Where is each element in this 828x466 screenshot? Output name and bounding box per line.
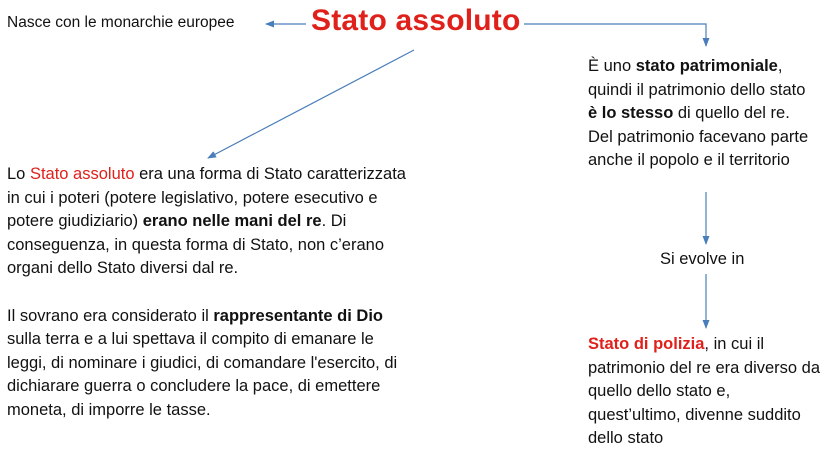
definition-block xyxy=(7,163,407,423)
polizia-text: , in cui il patrimonio del re era diverso da quello dello stato e, quest’ultimo, divenne suddito dello stato xyxy=(588,335,821,448)
sovereign-bold: rappresentante di Dio xyxy=(213,306,383,325)
definition-text-2: era una forma di Stato caratterizzata in cui i poteri (potere legislativo, potere esecutivo e potere giudiziario) xyxy=(7,165,406,231)
sovereign-paragraph xyxy=(7,305,407,423)
definition-text-1: Lo xyxy=(7,165,30,183)
definition-text-3: . Di conseguenza, in questa forma di Stato, non c’erano organi dello Stato diversi dal re. xyxy=(7,212,384,278)
sovereign-text-1: Il sovrano era considerato il xyxy=(7,306,214,325)
arrow-to-definition xyxy=(208,50,414,158)
polizia-block xyxy=(588,333,823,451)
polizia-term: Stato di polizia xyxy=(588,335,705,353)
patrimoniale-text-2: , quindi il patrimonio dello stato xyxy=(588,57,806,99)
patrimoniale-block xyxy=(588,55,818,173)
definition-term: Stato assoluto xyxy=(29,165,135,183)
patrimoniale-text-1: È uno xyxy=(588,57,636,75)
arrow-to-patrimoniale xyxy=(524,24,706,46)
sovereign-text-2: sulla terra e a lui spettava il compito di emanare le leggi, di nominare i giudici, di comandare l'esercito, di dichiarare guerra o concludere la pace, di emettere moneta, di imporre le tasse. xyxy=(7,330,398,419)
patrimoniale-bold-1: stato patrimoniale xyxy=(635,57,778,75)
definition-paragraph xyxy=(7,163,407,281)
patrimoniale-bold-2: è lo stesso xyxy=(588,104,674,123)
definition-bold: erano nelle mani del re xyxy=(142,212,322,231)
origin-note: Nasce con le monarchie europee xyxy=(7,14,235,31)
evolve-label: Si evolve in xyxy=(660,250,745,268)
patrimoniale-text-3: di quello del re. Del patrimonio facevano parte anche il popolo e il territorio xyxy=(588,104,809,170)
diagram-title: Stato assoluto xyxy=(311,4,521,37)
